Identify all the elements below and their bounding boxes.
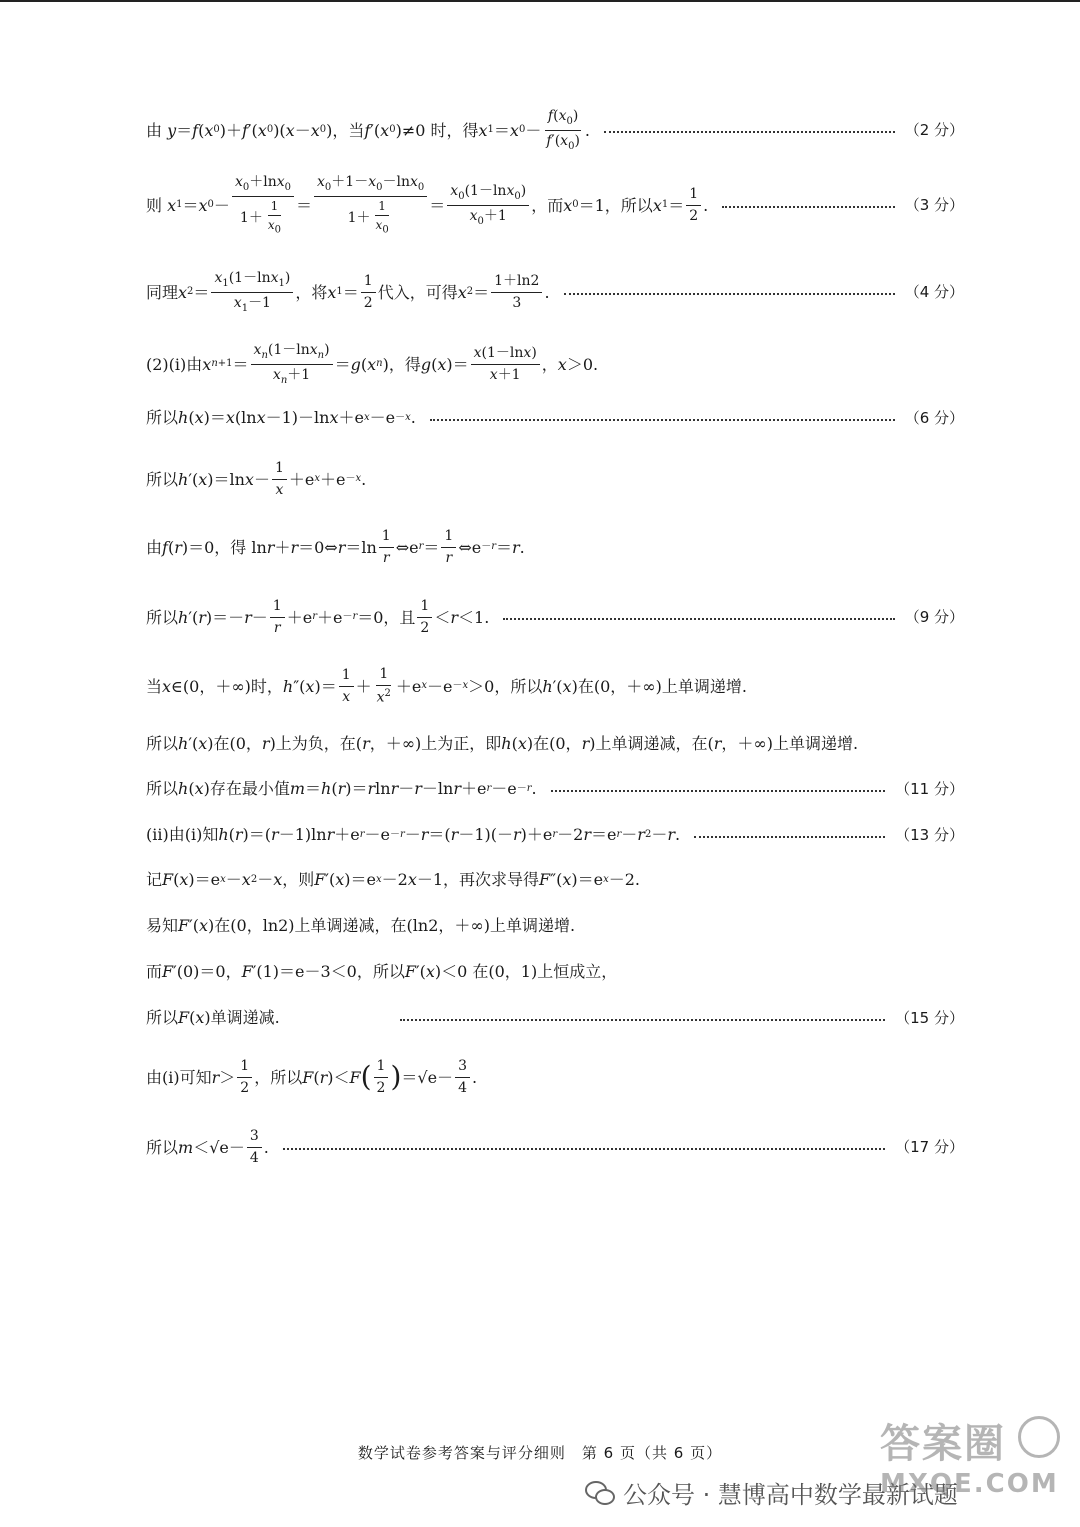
solution-line-13 bbox=[146, 870, 964, 889]
score-label: （2 分） bbox=[904, 121, 964, 140]
score-label: （9 分） bbox=[904, 608, 964, 627]
equation: (2)(i)由 x n+1 ＝ $\frac{x_n(1-\ln x_n)}{x_n+1}$ ＝ g ( x n )，得 g ( x )＝ $\frac{x(1-\ln x)}{x+1}$ ， x ＞0. bbox=[146, 342, 599, 386]
dotted-leader bbox=[722, 206, 894, 208]
score-label: （4 分） bbox=[904, 283, 964, 302]
wechat-icon bbox=[585, 1481, 615, 1505]
solution-line-8 bbox=[146, 598, 964, 637]
solution-line-15 bbox=[146, 962, 964, 981]
equation: 记 F ( x )＝e x － x 2 － x ，则 F ′( x )＝e x －2 x －1，再次求导得 F ″( x )＝e x －2. bbox=[146, 870, 641, 889]
solution-line-7 bbox=[146, 528, 964, 567]
solution-line-6 bbox=[146, 460, 964, 499]
solution-line-3 bbox=[146, 270, 964, 315]
solution-line-11 bbox=[146, 779, 964, 798]
dotted-leader bbox=[604, 131, 895, 133]
equation: 由 f ( r )＝0，得 ln r ＋ r ＝0⇔ r ＝ln $\frac{1}{r}$ ⇔e r ＝ $\frac{1}{r}$ ⇔e －r ＝ r . bbox=[146, 528, 525, 566]
solution-line-4 bbox=[146, 342, 964, 387]
equation: 所以 h ′( r )＝－ r － $\frac{1}{r}$ ＋e r ＋e －r ＝0，且 $\frac{1}{2}$ ＜ r ＜1. bbox=[146, 598, 490, 636]
page-footer: 数学试卷参考答案与评分细则 第 6 页（共 6 页） bbox=[357, 1444, 723, 1462]
site-watermark-url: MXQE.COM bbox=[880, 1469, 1059, 1499]
wechat-watermark-text: 公众号 · 慧博高中数学最新试题 bbox=[623, 1481, 958, 1509]
equation: 由 y ＝ f ( x 0 )＋ f ′( x 0 )( x － x 0 )，当 f ′( x 0 )≠0 时，得 x 1 ＝ x 0 － $\frac{f(x_0)}{f'(x_0)}$ . bbox=[146, 108, 591, 152]
solution-line-16 bbox=[146, 1008, 964, 1027]
score-label: （13 分） bbox=[895, 825, 964, 844]
score-label: （15 分） bbox=[895, 1008, 964, 1027]
site-watermark-title: 答案圈 bbox=[880, 1421, 1006, 1467]
dotted-leader bbox=[430, 419, 895, 421]
solution-line-12 bbox=[146, 825, 964, 844]
equation: 同理 x 2 ＝ $\frac{x_1(1-\ln x_1)}{x_1-1}$ ，将 x 1 ＝ $\frac{1}{2}$ 代入，可得 x 2 ＝ $\frac{1+\ln 2}{3}$ . bbox=[146, 270, 550, 314]
equation: 所以 h ′( x )在(0， r )上为负，在( r ，＋∞)上为正，即 h ( x )在(0， r )上单调递减，在( r ，＋∞)上单调递增. bbox=[146, 734, 859, 753]
dotted-leader bbox=[551, 790, 886, 792]
solution-line-9 bbox=[146, 666, 964, 706]
equation: 所以 F ( x )单调递减. bbox=[146, 1008, 280, 1027]
equation: 所以 h ( x )存在最小值 m ＝ h ( r )＝ r ln r － r －ln r ＋e r －e －r . bbox=[146, 779, 537, 798]
equation: 当 x ∈(0，＋∞)时， h ″( x )＝ $\frac{1}{x}$ ＋ $\frac{1}{x^2}$ ＋e x －e －x ＞0，所以 h ′( x )在(0，＋∞)上单调递增. bbox=[146, 666, 747, 706]
score-label: （6 分） bbox=[904, 408, 964, 427]
equation: 所以 h ′( x )＝ln x － $\frac{1}{x}$ ＋e x ＋e －x . bbox=[146, 460, 367, 498]
watermark-badge-icon bbox=[1018, 1416, 1060, 1458]
solution-line-1 bbox=[146, 108, 964, 153]
equation: (ii)由(i)知 h ( r )＝( r －1)ln r ＋e r －e －r － r ＝( r －1)(－ r )＋e r －2 r ＝e r － r 2 － r . bbox=[146, 825, 681, 844]
solution-line-17 bbox=[146, 1058, 964, 1097]
dotted-leader bbox=[694, 836, 885, 838]
solution-line-18 bbox=[146, 1128, 964, 1167]
equation: 则 x 1 ＝ x 0 － $x_0+\ln x_0$ 1＋ $\frac{1}{x_0}$ ＝ $x_0+1-x_0-\ln x_0$ 1＋ $\frac{1}{x_0}$ ＝ $\frac{x_0(1-\ln x_0)}{x_0+1}$ ，而 x 0 ＝1，所以 x 1 ＝ $\frac{1}{2}$ . bbox=[146, 174, 709, 236]
score-label: （3 分） bbox=[904, 196, 964, 215]
equation: 所以 m ＜√e－ $\frac{3}{4}$ . bbox=[146, 1128, 269, 1166]
solution-line-14 bbox=[146, 916, 964, 935]
equation: 所以 h ( x )＝ x (ln x －1)－ln x ＋e x －e －x . bbox=[146, 408, 416, 427]
solution-line-10 bbox=[146, 734, 964, 753]
equation: 由(i)可知 r ＞ $\frac{1}{2}$ ，所以 F ( r )＜ F ( $\frac{1}{2}$ ) ＝√e－ $\frac{3}{4}$ . bbox=[146, 1058, 478, 1096]
dotted-leader bbox=[503, 618, 894, 620]
solution-line-5 bbox=[146, 408, 964, 427]
score-label: （11 分） bbox=[895, 779, 964, 798]
equation: 而 F ′(0)＝0， F ′(1)＝e－3＜0，所以 F ′( x )＜0 在(0，1)上恒成立， bbox=[146, 962, 618, 981]
score-label: （17 分） bbox=[895, 1138, 964, 1157]
equation: 易知 F ′( x )在(0，ln2)上单调递减，在(ln2，＋∞)上单调递增. bbox=[146, 916, 576, 935]
dotted-leader bbox=[564, 293, 895, 295]
solution-line-2 bbox=[146, 174, 964, 237]
dotted-leader bbox=[400, 1019, 885, 1021]
dotted-leader bbox=[283, 1148, 885, 1150]
